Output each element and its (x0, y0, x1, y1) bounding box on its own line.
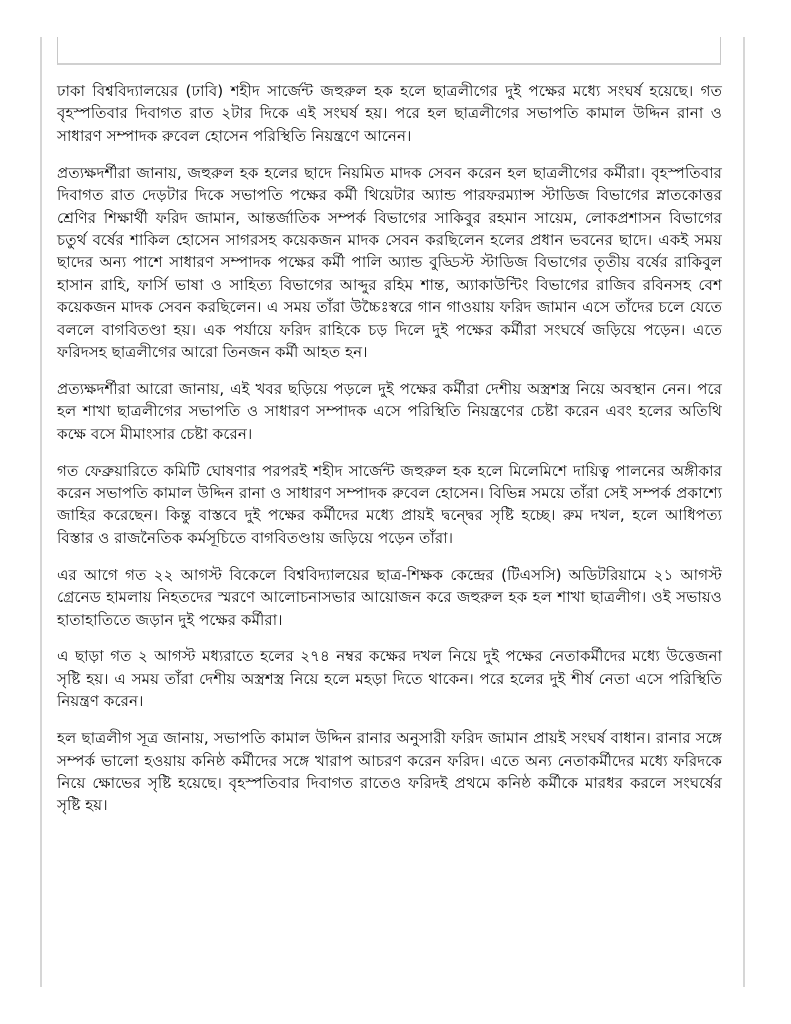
paragraph: গত ফেব্রুয়ারিতে কমিটি ঘোষণার পরপরই শহীদ সার্জেন্ট জহুরুল হক হলে মিলেমিশে দায়িত্ব পালনের অঙ্গীকার করেন সভাপতি কামাল উদ্দিন রানা ও সাধারণ সম্পাদক রুবেল হোসেন। বিভিন্ন সময়ে তাঁরা সেই সম্পর্ক প্রকাশ্যে জাহির করেছেন। কিন্তু বাস্তবে দুই পক্ষের কর্মীদের মধ্যে প্রায়ই দ্বন্দ্বের সৃষ্টি হচ্ছে। রুম দখল, হলে আধিপত্য বিস্তার ও রাজনৈতিক কর্মসূচিতে বাগবিতণ্ডায় জড়িয়ে পড়েন তাঁরা। (57, 461, 722, 547)
article-body (57, 80, 722, 831)
paragraph: হল ছাত্রলীগ সূত্র জানায়, সভাপতি কামাল উদ্দিন রানার অনুসারী ফরিদ জামান প্রায়ই সংঘর্ষ বাধান। রানার সঙ্গে সম্পর্ক ভালো হওয়ায় কনিষ্ঠ কর্মীদের সঙ্গে খারাপ আচরণ করেন ফরিদ। এতে অন্য নেতাকর্মীদের মধ্যে ফরিদকে নিয়ে ক্ষোভের সৃষ্টি হয়েছে। বৃহস্পতিবার দিবাগত রাতেও ফরিদই প্রথমে কনিষ্ঠ কর্মীকে মারধর করলে সংঘর্ষের সৃষ্টি হয়। (57, 729, 722, 815)
paragraph: ঢাকা বিশ্ববিদ্যালয়ের (ঢাবি) শহীদ সার্জেন্ট জহুরুল হক হলে ছাত্রলীগের দুই পক্ষের মধ্যে সংঘর্ষ হয়েছে। গত বৃহস্পতিবার দিবাগত রাত ২টার দিকে এই সংঘর্ষ হয়। পরে হল ছাত্রলীগের সভাপতি কামাল উদ্দিন রানা ও সাধারণ সম্পাদক রুবেল হোসেন পরিস্থিতি নিয়ন্ত্রণে আনেন। (57, 82, 722, 145)
page-right-border (743, 37, 745, 987)
paragraph: এর আগে গত ২২ আগস্ট বিকেলে বিশ্ববিদ্যালয়ের ছাত্র-শিক্ষক কেন্দ্রের (টিএসসি) অডিটরিয়ামে ২১ আগস্ট গ্রেনেড হামলায় নিহতদের স্মরণে আলোচনাসভার আয়োজন করে জহুরুল হক হল শাখা ছাত্রলীগ। ওই সভায়ও হাতাহাতিতে জড়ান দুই পক্ষের কর্মীরা। (57, 565, 722, 629)
paragraph: প্রত্যক্ষদর্শীরা জানায়, জহুরুল হক হলের ছাদে নিয়মিত মাদক সেবন করেন হল ছাত্রলীগের কর্মীরা। বৃহস্পতিবার দিবাগত রাত দেড়টার দিকে সভাপতি পক্ষের কর্মী থিয়েটার অ্যান্ড পারফরম্যান্স স্টাডিজ বিভাগের স্নাতকোত্তর শ্রেণির শিক্ষার্থী ফরিদ জামান, আন্তর্জাতিক সম্পর্ক বিভাগের সাকিবুর রহমান সায়েম, লোকপ্রশাসন বিভাগের চতুর্থ বর্ষের শাকিল হোসেন সাগরসহ কয়েকজন মাদক সেবন করছিলেন হলের প্রধান ভবনের ছাদে। একই সময় ছাদের অন্য পাশে সাধারণ সম্পাদক পক্ষের কর্মী পালি অ্যান্ড বুড্ডিস্ট স্টাডিজ বিভাগের তৃতীয় বর্ষের রাকিবুল হাসান রাহি, ফার্সি ভাষা ও সাহিত্য বিভাগের আব্দুর রহিম শান্ত, অ্যাকাউন্টিং বিভাগের রাজিব রবিনসহ বেশ কয়েকজন মাদক সেবন করছিলেন। এ সময় তাঁরা উচ্চৈঃস্বরে গান গাওয়ায় ফরিদ জামান এসে তাঁদের চলে যেতে বললে বাগবিতণ্ডা হয়। এক পর্যায়ে ফরিদ রাহিকে চড় দিলে দুই পক্ষের কর্মীরা সংঘর্ষে জড়িয়ে পড়েন। এতে ফরিদসহ ছাত্রলীগের আরো তিনজন কর্মী আহত হন। (57, 163, 722, 361)
paragraph: এ ছাড়া গত ২ আগস্ট মধ্যরাতে হলের ২৭৪ নম্বর কক্ষের দখল নিয়ে দুই পক্ষের নেতাকর্মীদের মধ্যে উত্তেজনা সৃষ্টি হয়। এ সময় তাঁরা দেশীয় অস্ত্রশস্ত্র নিয়ে হলে মহড়া দিতে থাকেন। পরে হলের দুই শীর্ষ নেতা এসে পরিস্থিতি নিয়ন্ত্রণ করেন। (57, 647, 722, 711)
top-content-box (57, 37, 721, 65)
paragraph: প্রত্যক্ষদর্শীরা আরো জানায়, এই খবর ছড়িয়ে পড়লে দুই পক্ষের কর্মীরা দেশীয় অস্ত্রশস্ত্র নিয়ে অবস্থান নেন। পরে হল শাখা ছাত্রলীগের সভাপতি ও সাধারণ সম্পাদক এসে পরিস্থিতি নিয়ন্ত্রণের চেষ্টা করেন এবং হলের অতিথি কক্ষে বসে মীমাংসার চেষ্টা করেন। (57, 379, 722, 443)
page-left-border (40, 37, 42, 987)
